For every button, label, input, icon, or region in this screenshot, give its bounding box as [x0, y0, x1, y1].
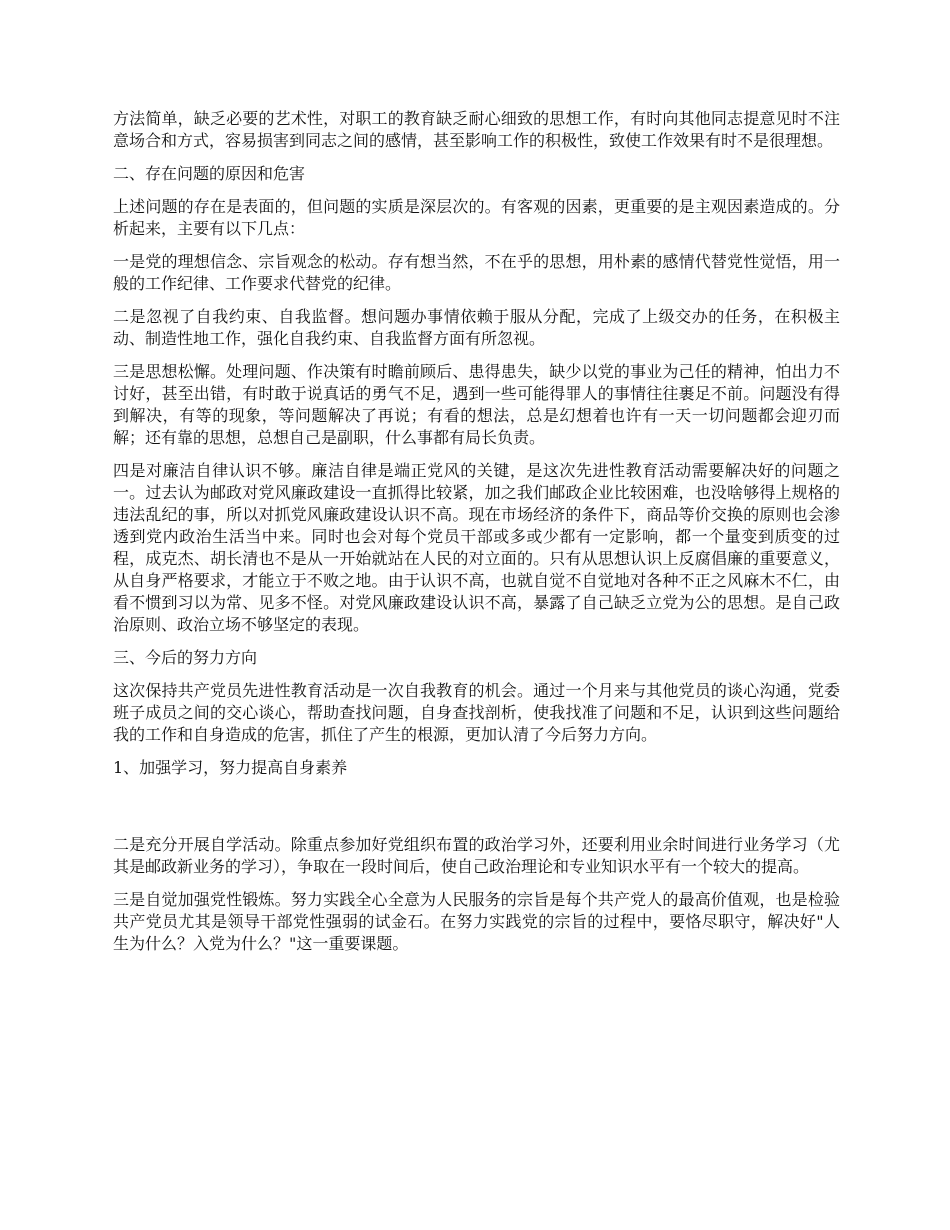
blank-space [113, 790, 840, 834]
subsection-heading: 1、加强学习，努力提高自身素养 [113, 758, 348, 777]
paragraph: 方法简单，缺乏必要的艺术性，对职工的教育缺乏耐心细致的思想工作，有时向其他同志提意见时不注意场合和方式，容易损害到同志之间的感情，甚至影响工作的积极性，致使工作效果有时不是很理想。 [113, 109, 840, 150]
paragraph: 二是忽视了自我约束、自我监督。想问题办事情依赖于服从分配，完成了上级交办的任务，在积极主动、制造性地工作，强化自我约束、自我监督方面有所忽视。 [113, 307, 840, 348]
section-heading: 二、存在问题的原因和危害 [113, 164, 306, 183]
section-heading: 三、今后的努力方向 [113, 648, 258, 667]
paragraph: 二是充分开展自学活动。除重点参加好党组织布置的政治学习外，还要利用业余时间进行业务学习（尤其是邮政新业务的学习），争取在一段时间后，使自己政治理论和专业知识水平有一个较大的提高。 [113, 835, 840, 876]
document-body [113, 108, 840, 966]
paragraph: 三是自觉加强党性锻炼。努力实践全心全意为人民服务的宗旨是每个共产党人的最高价值观，也是检验共产党员尤其是领导干部党性强弱的试金石。在努力实践党的宗旨的过程中，要恪尽职守，解决好"人生为什么？入党为什么？"这一重要课题。 [113, 890, 840, 953]
paragraph: 三是思想松懈。处理问题、作决策有时瞻前顾后、患得患失，缺少以党的事业为己任的精神，怕出力不讨好，甚至出错，有时敢于说真话的勇气不足，遇到一些可能得罪人的事情往往裹足不前。问题没有得到解决，有等的现象，等问题解决了再说；有看的想法，总是幻想着也许有一天一切问题都会迎刃而解；还有靠的思想，总想自己是副职，什么事都有局长负责。 [113, 362, 840, 447]
paragraph: 上述问题的存在是表面的，但问题的实质是深层次的。有客观的因素，更重要的是主观因素造成的。分析起来，主要有以下几点： [113, 197, 840, 238]
paragraph: 一是党的理想信念、宗旨观念的松动。存有想当然，不在乎的思想，用朴素的感情代替党性觉悟，用一般的工作纪律、工作要求代替党的纪律。 [113, 252, 840, 293]
paragraph: 四是对廉洁自律认识不够。廉洁自律是端正党风的关键，是这次先进性教育活动需要解决好的问题之一。过去认为邮政对党风廉政建设一直抓得比较紧，加之我们邮政企业比较困难，也没啥够得上规格的违法乱纪的事，所以对抓党风廉政建设认识不高。现在市场经济的条件下，商品等价交换的原则也会渗透到党内政治生活当中来。同时也会对每个党员干部或多或少都有一定影响，都一个量变到质变的过程，成克杰、胡长清也不是从一开始就站在人民的对立面的。只有从思想认识上反腐倡廉的重要意义，从自身严格要求，才能立于不败之地。由于认识不高，也就自觉不自觉地对各种不正之风麻木不仁，由看不惯到习以为常、见多不怪。对党风廉政建设认识不高，暴露了自己缺乏立党为公的思想。是自己政治原则、政治立场不够坚定的表现。 [113, 461, 840, 634]
paragraph: 这次保持共产党员先进性教育活动是一次自我教育的机会。通过一个月来与其他党员的谈心沟通，党委班子成员之间的交心谈心，帮助查找问题，自身查找剖析，使我找准了问题和不足，认识到这些问题给我的工作和自身造成的危害，抓住了产生的根源，更加认清了今后努力方向。 [113, 681, 840, 744]
